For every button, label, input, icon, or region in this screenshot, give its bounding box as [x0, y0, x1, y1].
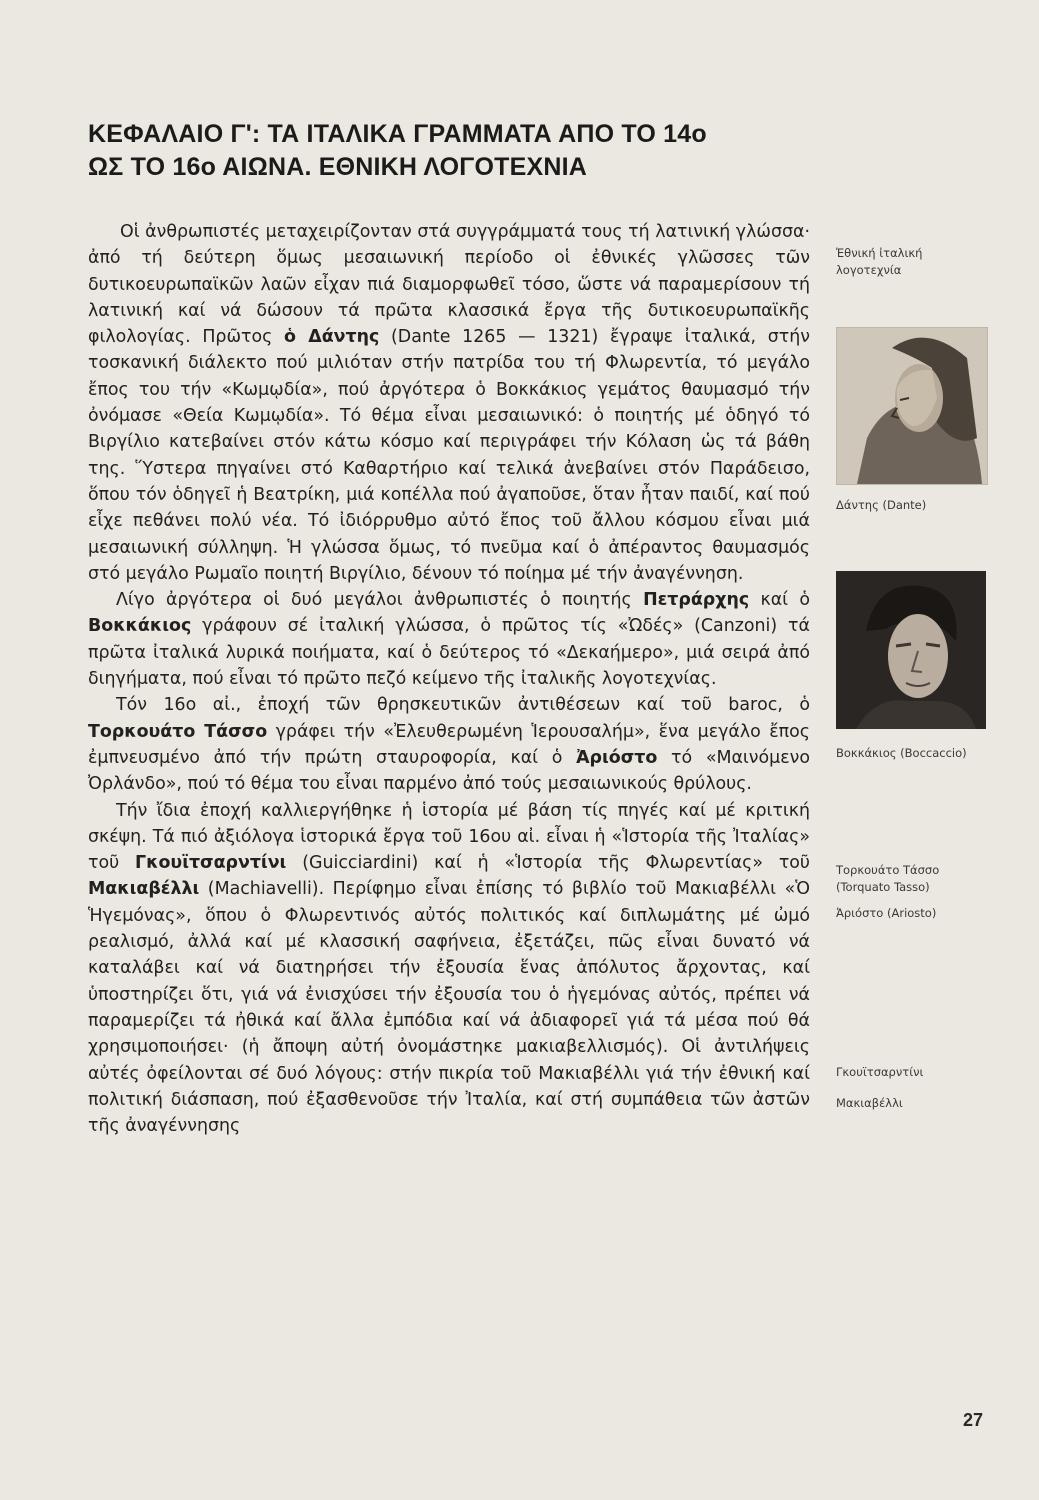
- margin-note-line: λογοτεχνία: [836, 263, 902, 277]
- margin-note-machiavelli: Μακιαβέλλι: [836, 1096, 903, 1110]
- name-dante: ὁ Δάντης: [284, 327, 380, 348]
- margin-note-tasso: [836, 862, 1026, 896]
- name-boccaccio: Βοκκάκιος: [88, 616, 192, 637]
- name-machiavelli: Μακιαβέλλι: [88, 879, 200, 900]
- name-tasso: Τορκουάτο Τάσσο: [88, 721, 268, 742]
- paragraph-dante: [88, 219, 810, 587]
- paragraph-text: καί ὁ: [749, 590, 810, 611]
- name-guicciardini: Γκουϊτσαρντίνι: [135, 853, 287, 874]
- paragraph-text: (Machiavelli). Περίφημο εἶναι ἐπίσης τό βιβλίο τοῦ Μακιαβέλλι «Ὁ Ἡγεμόνας», ὅπου ὁ Φλωρεντινός αὐτός πολιτικός καί διπλωμάτης μέ ὠμό ρεαλισμό, ἀλλά καί μέ κλασσική σαφήνεια, ἐξετάζει, πῶς εἶναι δυνατό νά καταλάβει καί νά διατηρήσει τήν ἐξουσία ἕνας ἀπόλυτος ἄρχοντας, καί ὑποστηρίζει ὅτι, γιά νά ἐνισχύσει τήν ἐξουσία του ὁ ἡγεμόνας αὐτός, πρέπει νά παραμερίζει τά ἠθικά καί ἄλλα ἐμπόδια καί νά ἀδιαφορεῖ γιά τά μέσα πού θά χρησιμοποιήσει· (ἡ ἄποψη αὐτή ὀνομάστηκε μακιαβελλισμός). Οἱ ἀντιλήψεις αὐτές ὀφείλονται σέ δυό λόγους: στήν πικρία τοῦ Μακιαβέλλι γιά τήν ἐθνική καί πολιτική διάσπαση, πού ἐξασθενοῦσε τήν Ἰταλία, καί στή συμπάθεια τῶν ἀστῶν τῆς ἀναγέννησης: [88, 879, 810, 1137]
- page-number: 27: [963, 1410, 984, 1430]
- boccaccio-portrait-image: [836, 571, 986, 729]
- body-text: [88, 219, 810, 1139]
- paragraph-text: (Dante 1265 — 1321) ἔγραψε ἰταλικά, στήν τοσκανική διάλεκτο πού μιλιόταν στήν πατρίδα του τή Φλωρεντία, τό μεγάλο ἔπος του τήν «Κωμῳδία», πού ἀργότερα ὁ Βοκκάκιος γεμάτος θαυμασμό τήν ὀνόμασε «Θεία Κωμῳδία». Τό θέμα εἶναι μεσαιωνικό: ὁ ποιητής μέ ὁδηγό τό Βιργίλιο κατεβαίνει στόν κάτω κόσμο καί περιγράφει τήν Κόλαση ὡς τά βάθη της. Ὕστερα πηγαίνει στό Καθαρτήριο καί τελικά ἀνεβαίνει στόν Παράδεισο, ὅπου τόν ὁδηγεῖ ἡ Βεατρίκη, μιά κοπέλλα πού ἀγαποῦσε, ὅταν ἦταν παιδί, καί πού εἶχε πεθάνει πολύ νέα. Τό ἰδιόρρυθμο αὐτό ἔπος τοῦ ἄλλου κόσμου εἶναι μιά μεσαιωνική σύλληψη. Ἡ γλώσσα ὅμως, τό πνεῦμα καί ὁ ἀπέραντος θαυμασμός στό μεγάλο Ρωμαῖο ποιητή Βιργίλιο, δένουν τό ποίημα μέ τήν ἀναγέννηση.: [88, 327, 810, 584]
- paragraph-text: γράφει τήν «Ἐλευθερωμένη Ἱερουσαλήμ», ἕνα μεγάλο ἔπος ἐμπνευσμένο ἀπό τήν πρώτη σταυροφορία, καί ὁ: [88, 721, 810, 768]
- portrait-dante: [836, 327, 988, 485]
- chapter-title: [88, 118, 808, 184]
- margin-note-national-literature: [836, 245, 1026, 279]
- paragraph-text: (Guicciardini) καί ἡ «Ἱστορία τῆς Φλωρεντίας» τοῦ: [286, 853, 810, 874]
- paragraph-text: Οἱ ἀνθρωπιστές μεταχειρίζονταν στά συγγράμματά τους τή λατινική γλώσσα· ἀπό τή δεύτερη ὅμως μεσαιωνική περίοδο οἱ ἐθνικές γλῶσσες τῶν δυτικοευρωπαϊκῶν λαῶν εἶχαν πιά διαμορφωθεῖ τόσο, ὥστε νά παραμερίσουν τή λατινική καί νά δώσουν τά πρῶτα κλασσικά ἔργα τῆς δυτικοευρωπαϊκῆς φιλολογίας. Πρῶτος: [88, 222, 810, 348]
- margin-note-ariosto: Ἀριόστο (Ariosto): [836, 906, 937, 920]
- name-petrarch: Πετράρχης: [643, 590, 750, 611]
- paragraph-petrarch-boccaccio: [88, 587, 810, 692]
- name-ariosto: Ἀριόστο: [576, 747, 658, 768]
- caption-dante: Δάντης (Dante): [836, 498, 927, 512]
- paragraph-historians: [88, 798, 810, 1140]
- paragraph-text: Τήν ἴδια ἐποχή καλλιεργήθηκε ἡ ἱστορία μέ βάση τίς πηγές καί μέ κριτική σκέψη. Τά πιό ἀξιόλογα ἱστορικά ἔργα τοῦ 16ου αἰ. εἶναι ἡ «Ἱστορία τῆς Ἰταλίας» τοῦ: [88, 800, 810, 874]
- paragraph-text: γράφουν σέ ἰταλική γλώσσα, ὁ πρῶτος τίς «Ὠδές» (Canzoni) τά πρῶτα ἰταλικά λυρικά ποιήματα, καί ὁ δεύτερος τό «Δεκαήμερο», μιά σειρά ἀπό διηγήματα, πού εἶναι τό πρῶτο πεζό κείμενο τῆς ἰταλικῆς λογοτεχνίας.: [88, 616, 810, 690]
- dante-portrait-image: [837, 328, 987, 484]
- margin-note-line: Ἐθνική ἰταλική: [836, 246, 923, 260]
- chapter-title-line-1: ΚΕΦΑΛΑΙΟ Γ': ΤΑ ΙΤΑΛΙΚΑ ΓΡΑΜΜΑΤΑ ΑΠΟ ΤΟ 14ο: [88, 120, 707, 148]
- paragraph-text: Τόν 16ο αἰ., ἐποχή τῶν θρησκευτικῶν ἀντιθέσεων καί τοῦ barοc, ὁ: [116, 695, 810, 716]
- chapter-title-line-2: ΩΣ ΤΟ 16ο ΑΙΩΝΑ. ΕΘΝΙΚΗ ΛΟΓΟΤΕΧΝΙΑ: [88, 153, 587, 181]
- margin-note-guicciardini: Γκουϊτσαρντίνι: [836, 1065, 924, 1079]
- paragraph-tasso-ariosto: [88, 692, 810, 797]
- paragraph-text: Λίγο ἀργότερα οἱ δυό μεγάλοι ἀνθρωπιστές ὁ ποιητής: [116, 590, 644, 611]
- caption-boccaccio: Βοκκάκιος (Boccaccio): [836, 746, 967, 760]
- paragraph-text: τό «Μαινόμενο Ὀρλάνδο», πού τό θέμα του εἶναι παρμένο ἀπό τούς μεσαιωνικούς θρύλους.: [88, 747, 810, 795]
- margin-note-line: Τορκουάτο Τάσσο: [836, 863, 940, 877]
- margin-note-line: (Torquato Tasso): [836, 880, 930, 894]
- portrait-boccaccio: [836, 571, 986, 729]
